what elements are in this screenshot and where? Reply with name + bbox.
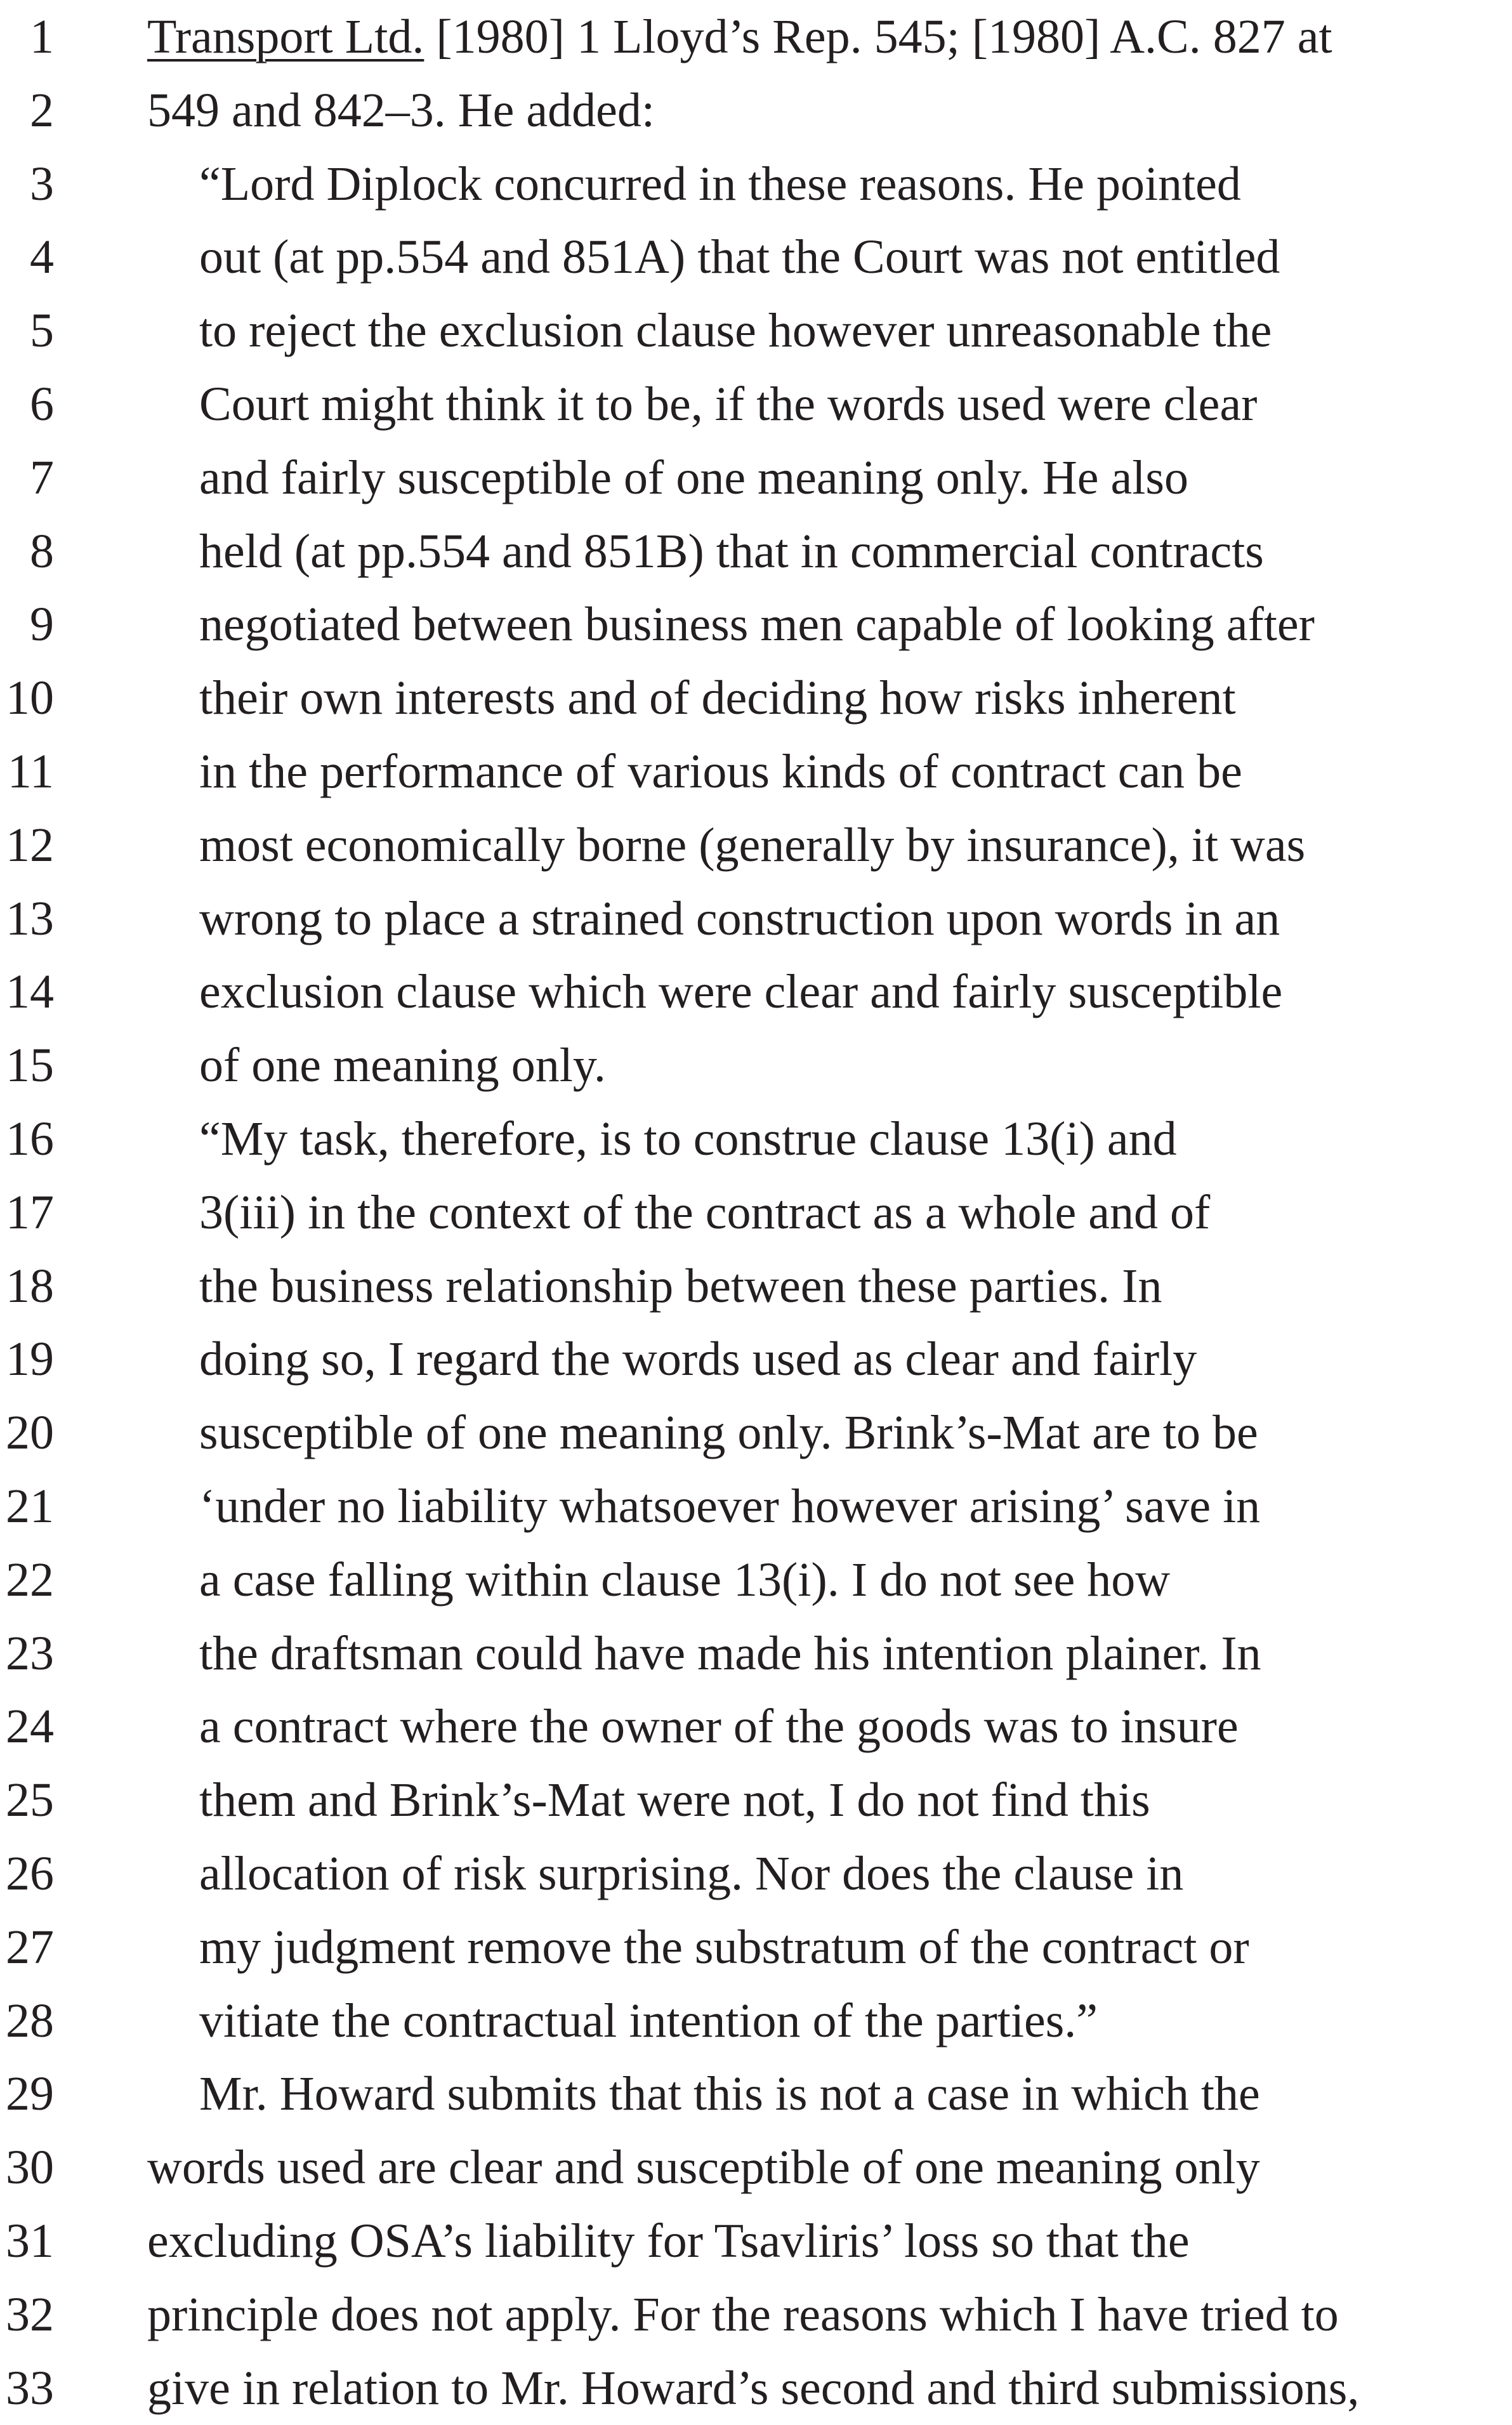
document-line <box>0 1763 1512 1837</box>
line-text <box>199 367 1257 441</box>
line-number: 7 <box>30 450 54 504</box>
line-body: to reject the exclusion clause however unreasonable the <box>199 304 1272 358</box>
line-text <box>199 1396 1258 1469</box>
line-number: 14 <box>6 965 54 1019</box>
line-text <box>199 1617 1261 1690</box>
line-text <box>199 294 1272 367</box>
line-text <box>199 735 1242 808</box>
line-body: a contract where the owner of the goods was to insure <box>199 1700 1239 1754</box>
line-number: 30 <box>6 2141 54 2195</box>
line-text <box>199 955 1282 1028</box>
document-line <box>0 1102 1512 1176</box>
line-body: the draftsman could have made his intention plainer. In <box>199 1626 1261 1680</box>
line-body: their own interests and of deciding how risks inherent <box>199 671 1236 725</box>
line-body: in the performance of various kinds of contract can be <box>199 745 1242 798</box>
line-body: of one meaning only. <box>199 1039 606 1093</box>
line-text <box>199 1102 1177 1176</box>
document-line <box>0 735 1512 808</box>
line-text <box>199 1690 1239 1763</box>
line-number: 11 <box>7 745 54 798</box>
line-body: doing so, I regard the words used as clear and fairly <box>199 1332 1197 1386</box>
document-line <box>0 1396 1512 1469</box>
document-line <box>0 2351 1512 2425</box>
document-line <box>0 294 1512 367</box>
line-number: 32 <box>6 2287 54 2341</box>
line-number: 6 <box>30 378 54 431</box>
document-line <box>0 955 1512 1028</box>
line-text <box>199 220 1280 294</box>
line-number: 17 <box>6 1185 54 1239</box>
line-text <box>147 2131 1260 2204</box>
document-line <box>0 1690 1512 1763</box>
line-body: 549 and 842–3. He added: <box>147 83 655 137</box>
line-number: 19 <box>6 1332 54 1386</box>
document-line <box>0 2278 1512 2351</box>
line-text <box>199 1322 1197 1396</box>
line-number: 15 <box>6 1039 54 1093</box>
line-number: 1 <box>30 10 54 63</box>
line-body: my judgment remove the substratum of the contract or <box>199 1920 1249 1974</box>
line-body: “Lord Diplock concurred in these reasons. He pointed <box>199 157 1241 211</box>
line-text <box>147 2204 1190 2278</box>
line-body: negotiated between business men capable of looking after <box>199 598 1315 652</box>
line-text <box>147 74 655 147</box>
line-body: susceptible of one meaning only. Brink’s-Mat are to be <box>199 1406 1258 1460</box>
line-body: Mr. Howard submits that this is not a case in which the <box>199 2067 1260 2121</box>
line-body: a case falling within clause 13(i). I do not see how <box>199 1553 1171 1607</box>
document-line <box>0 1176 1512 1249</box>
line-text <box>199 1469 1260 1543</box>
line-number: 16 <box>6 1112 54 1166</box>
line-number: 25 <box>6 1773 54 1827</box>
line-number: 31 <box>6 2214 54 2268</box>
line-number: 28 <box>6 1994 54 2047</box>
document-line <box>0 1469 1512 1543</box>
line-text <box>199 882 1280 956</box>
line-number: 23 <box>6 1626 54 1680</box>
line-text <box>147 2278 1339 2351</box>
line-text <box>147 0 1332 74</box>
document-line <box>0 808 1512 882</box>
document-line <box>0 1617 1512 1690</box>
document-line <box>0 147 1512 221</box>
line-text <box>147 2351 1359 2425</box>
document-line <box>0 2057 1512 2131</box>
line-text <box>199 808 1305 882</box>
line-body: and fairly susceptible of one meaning only. He also <box>199 450 1188 504</box>
document-line <box>0 1543 1512 1617</box>
line-text <box>199 1028 606 1102</box>
line-text <box>199 1910 1249 1984</box>
line-body: held (at pp.554 and 851B) that in commercial contracts <box>199 524 1264 578</box>
line-body: give in relation to Mr. Howard’s second and third submissions, <box>147 2361 1360 2415</box>
line-text <box>199 147 1241 221</box>
document-line <box>0 661 1512 735</box>
document-line <box>0 1910 1512 1984</box>
line-number: 4 <box>30 230 54 284</box>
document-line <box>0 441 1512 515</box>
document-line <box>0 0 1512 74</box>
document-line <box>0 1249 1512 1323</box>
line-text <box>199 2057 1260 2131</box>
line-body: the business relationship between these parties. In <box>199 1259 1162 1313</box>
line-number: 10 <box>6 671 54 725</box>
line-number: 12 <box>6 818 54 872</box>
document-line <box>0 1984 1512 2058</box>
line-number: 22 <box>6 1553 54 1607</box>
line-body: Court might think it to be, if the words used were clear <box>199 378 1258 431</box>
line-body: wrong to place a strained construction upon words in an <box>199 891 1280 945</box>
line-text <box>199 1176 1210 1249</box>
line-text <box>199 441 1188 515</box>
line-number: 33 <box>6 2361 54 2415</box>
line-text <box>199 588 1315 661</box>
line-body: ‘under no liability whatsoever however arising’ save in <box>199 1480 1261 1533</box>
line-text <box>199 1984 1098 2058</box>
document-line <box>0 1837 1512 1910</box>
line-body: principle does not apply. For the reasons which I have tried to <box>147 2287 1339 2341</box>
line-body: 3(iii) in the context of the contract as a whole and of <box>199 1185 1211 1239</box>
line-number: 18 <box>6 1259 54 1313</box>
document-line <box>0 2131 1512 2204</box>
document-line <box>0 220 1512 294</box>
line-number: 8 <box>30 524 54 578</box>
line-body: [1980] 1 Lloyd’s Rep. 545; [1980] A.C. 827 at <box>424 10 1332 63</box>
line-number: 3 <box>30 157 54 211</box>
document-line <box>0 1028 1512 1102</box>
line-text <box>199 1837 1183 1910</box>
line-text <box>199 661 1236 735</box>
line-body: exclusion clause which were clear and fairly susceptible <box>199 965 1283 1019</box>
line-number: 5 <box>30 304 54 358</box>
document-line <box>0 367 1512 441</box>
line-number: 27 <box>6 1920 54 1974</box>
line-body: vitiate the contractual intention of the parties.” <box>199 1994 1098 2047</box>
document-line <box>0 882 1512 956</box>
line-body: allocation of risk surprising. Nor does the clause in <box>199 1847 1184 1900</box>
document-line <box>0 588 1512 661</box>
line-number: 13 <box>6 891 54 945</box>
document-line <box>0 1322 1512 1396</box>
line-number: 24 <box>6 1700 54 1754</box>
line-text <box>199 1249 1162 1323</box>
line-text <box>199 1763 1150 1837</box>
line-number: 26 <box>6 1847 54 1900</box>
line-body: “My task, therefore, is to construe clause 13(i) and <box>199 1112 1177 1166</box>
line-body: most economically borne (generally by insurance), it was <box>199 818 1306 872</box>
line-number: 21 <box>6 1480 54 1533</box>
line-number: 20 <box>6 1406 54 1460</box>
document-line <box>0 515 1512 588</box>
line-body: them and Brink’s-Mat were not, I do not find this <box>199 1773 1150 1827</box>
line-body: words used are clear and susceptible of one meaning only <box>147 2141 1260 2195</box>
underlined-case-name: Transport Ltd. <box>147 10 424 63</box>
line-text <box>199 515 1264 588</box>
line-number: 2 <box>30 83 54 137</box>
line-body: excluding OSA’s liability for Tsavliris’ loss so that the <box>147 2214 1190 2268</box>
line-text <box>199 1543 1170 1617</box>
document-line <box>0 74 1512 147</box>
line-body: out (at pp.554 and 851A) that the Court was not entitled <box>199 230 1280 284</box>
document-line <box>0 2204 1512 2278</box>
line-number: 9 <box>30 598 54 652</box>
line-number: 29 <box>6 2067 54 2121</box>
